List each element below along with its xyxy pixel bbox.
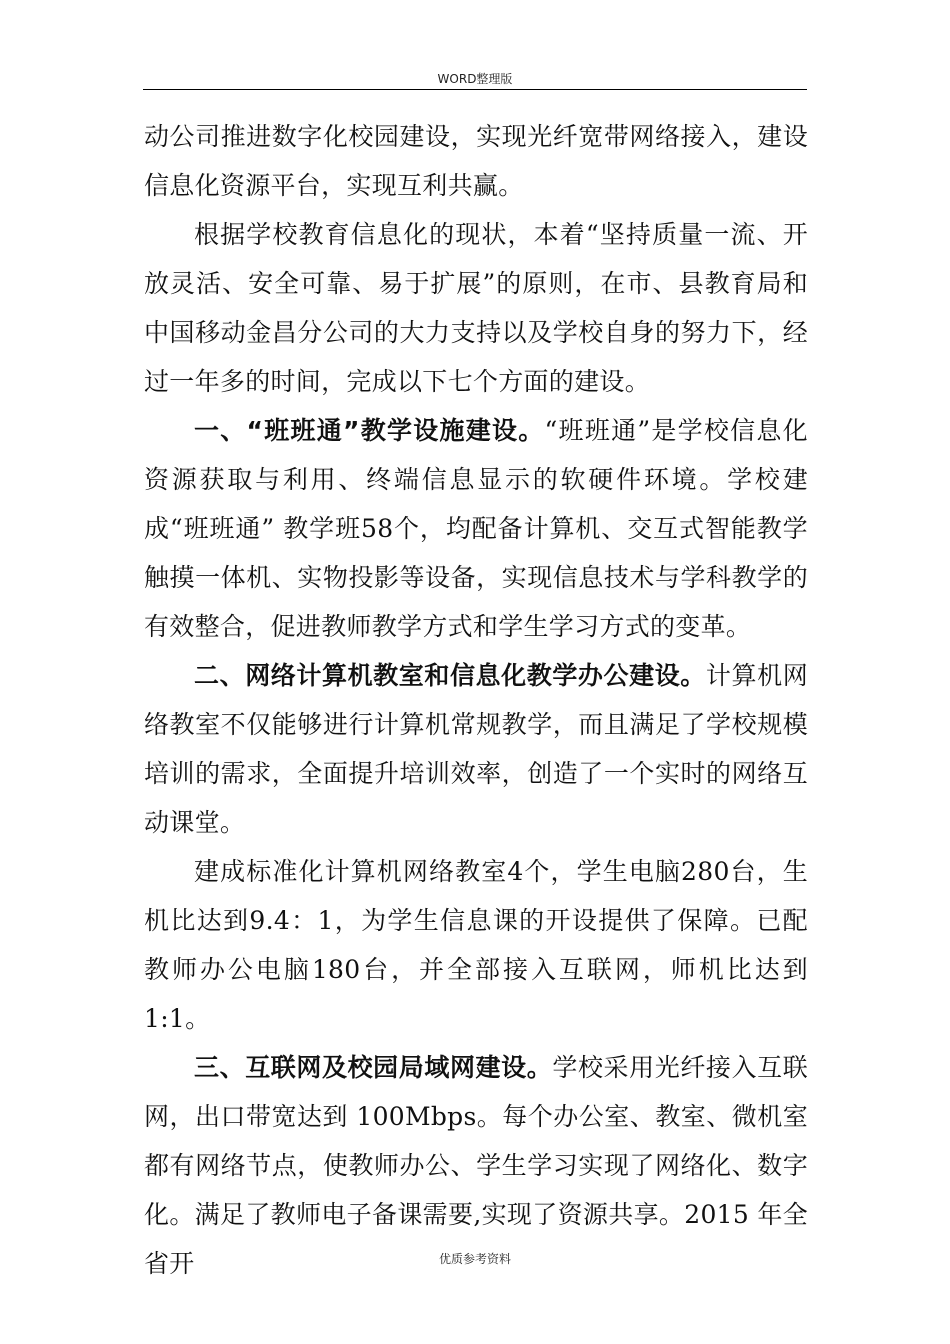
paragraph-text: 建成标准化计算机网络教室4个，学生电脑280台，生机比达到9.4：1，为学生信息课的开设提供了保障。已配教师办公电脑180台，并全部接入互联网，师机比达到1:1。 bbox=[144, 857, 808, 1033]
section-heading: 一、“班班通”教学设施建设。 bbox=[194, 416, 545, 445]
section-heading: 三、互联网及校园局域网建设。 bbox=[194, 1053, 553, 1082]
paragraph-text: 动公司推进数字化校园建设，实现光纤宽带网络接入，建设信息化资源平台，实现互利共赢。 bbox=[144, 122, 808, 200]
paragraph-text: 学校采用光纤接入互联网，出口带宽达到 100Mbps。每个办公室、教室、微机室都有网络节点，使教师办公、学生学习实现了网络化、数字化。满足了教师电子备课需要,实现了资源共享。2015 年全省开 bbox=[144, 1053, 808, 1278]
header-rule bbox=[143, 89, 807, 90]
paragraph-text: 根据学校教育信息化的现状，本着“坚持质量一流、开放灵活、安全可靠、易于扩展”的原则，在市、县教育局和中国移动金昌分公司的大力支持以及学校自身的努力下，经过一年多的时间，完成以下七个方面的建设。 bbox=[144, 220, 808, 396]
paragraph-4 bbox=[144, 651, 808, 847]
page-footer: 优质参考资料 bbox=[438, 1252, 511, 1266]
document-body bbox=[144, 112, 808, 1288]
paragraph-text: 计算机网络教室不仅能够进行计算机常规教学，而且满足了学校规模培训的需求，全面提升培训效率，创造了一个实时的网络互动课堂。 bbox=[144, 661, 808, 837]
paragraph-2 bbox=[144, 210, 808, 406]
paragraph-text: “班班通”是学校信息化资源获取与利用、终端信息显示的软硬件环境。学校建成“班班通” 教学班58个，均配备计算机、交互式智能教学触摸一体机、实物投影等设备，实现信息技术与学科教学的有效整合，促进教师教学方式和学生学习方式的变革。 bbox=[144, 416, 808, 641]
paragraph-5 bbox=[144, 847, 808, 1043]
paragraph-1 bbox=[144, 112, 808, 210]
paragraph-3 bbox=[144, 406, 808, 651]
page-header: WORD整理版 bbox=[437, 72, 513, 86]
section-heading: 二、网络计算机教室和信息化教学办公建设。 bbox=[194, 661, 706, 690]
